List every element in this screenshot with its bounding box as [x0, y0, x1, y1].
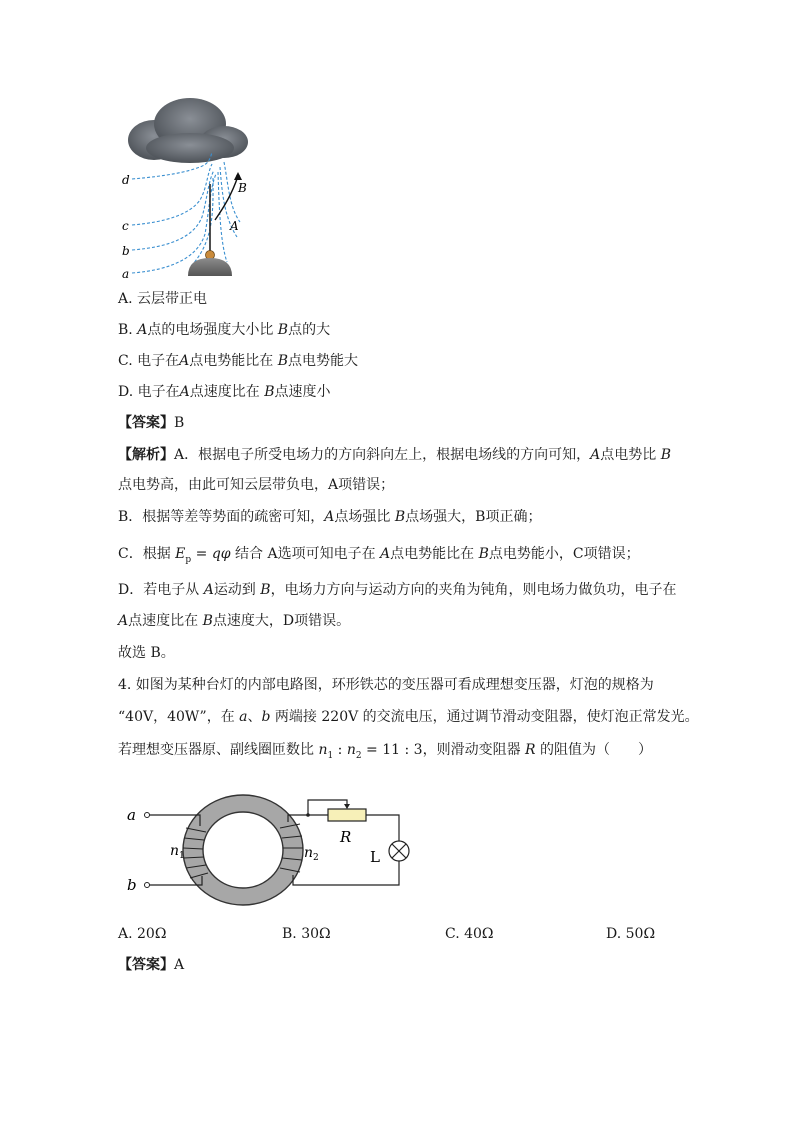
label-d: d	[122, 173, 130, 187]
lamp-icon	[389, 841, 409, 861]
label-point-b: B	[238, 181, 247, 195]
analysis-line-7: 故选 B。	[118, 645, 175, 661]
analysis-line-6: A点速度比在 B点速度大，D项错误。	[118, 613, 351, 629]
label-a: a	[122, 267, 130, 281]
label-r: R	[340, 828, 352, 846]
slider-arrow-icon	[344, 804, 350, 809]
label-c: c	[122, 219, 129, 233]
option-b: B. A点的电场强度大小比 B点的大	[118, 322, 331, 338]
terminal-a	[145, 813, 150, 818]
option-d: D. 电子在A点速度比在 B点速度小	[118, 384, 331, 400]
cloud-icon	[128, 98, 248, 163]
label-point-a: A	[230, 219, 239, 233]
label-l: L	[370, 848, 380, 866]
rheostat-r	[328, 809, 366, 821]
label-a: a	[127, 806, 136, 824]
q4-option-a: A. 20Ω	[118, 926, 167, 942]
label-n2: $n_2$	[304, 845, 319, 863]
q4-option-b: B. 30Ω	[282, 926, 331, 942]
rod-base	[188, 258, 232, 276]
field-lines	[132, 152, 240, 273]
answer-q4: 【答案】A	[118, 957, 185, 973]
terminal-b	[145, 883, 150, 888]
analysis-line-4: C．根据 $E_p = q\varphi$ 结合 A选项可知电子在 A点电势能比在 B点电势能小，C项错误；	[118, 546, 640, 565]
answer-q3: 【答案】B	[118, 415, 185, 431]
analysis-line-3: B．根据等差等势面的疏密可知，A点场强比 B点场强大，B项正确；	[118, 509, 542, 525]
option-c: C. 电子在A点电势能比在 B点电势能大	[118, 353, 358, 369]
field-line-figure	[112, 92, 262, 282]
label-n1: $n_1$	[170, 843, 185, 861]
option-a: A. 云层带正电	[118, 291, 208, 307]
q4-option-c: C. 40Ω	[445, 926, 494, 942]
analysis-line-2: 点电势高，由此可知云层带负电，A项错误；	[118, 477, 395, 493]
q4-line-2: “40V，40W”，在 a、b 两端接 220V 的交流电压，通过调节滑动变阻器，使灯泡正常发光。	[118, 709, 699, 725]
analysis-line-1: 【解析】A．根据电子所受电场力的方向斜向左上，根据电场线的方向可知，A点电势比 B	[118, 447, 671, 463]
analysis-line-5: D．若电子从 A运动到 B，电场力方向与运动方向的夹角为钝角，则电场力做负功，电子在	[118, 582, 677, 598]
q4-line-3: 若理想变压器原、副线圈匝数比 $n_1$ : $n_2 = 11$ : 3，则滑动变阻器 R 的阻值为（ ）	[118, 742, 653, 761]
label-b: b	[127, 876, 137, 894]
q4-option-d: D. 50Ω	[606, 926, 656, 942]
arrow-head-icon	[234, 172, 242, 180]
transformer-circuit-figure	[118, 790, 418, 910]
q4-line-1: 4. 如图为某种台灯的内部电路图，环形铁芯的变压器可看成理想变压器，灯泡的规格为	[118, 677, 654, 693]
label-b: b	[122, 244, 130, 258]
